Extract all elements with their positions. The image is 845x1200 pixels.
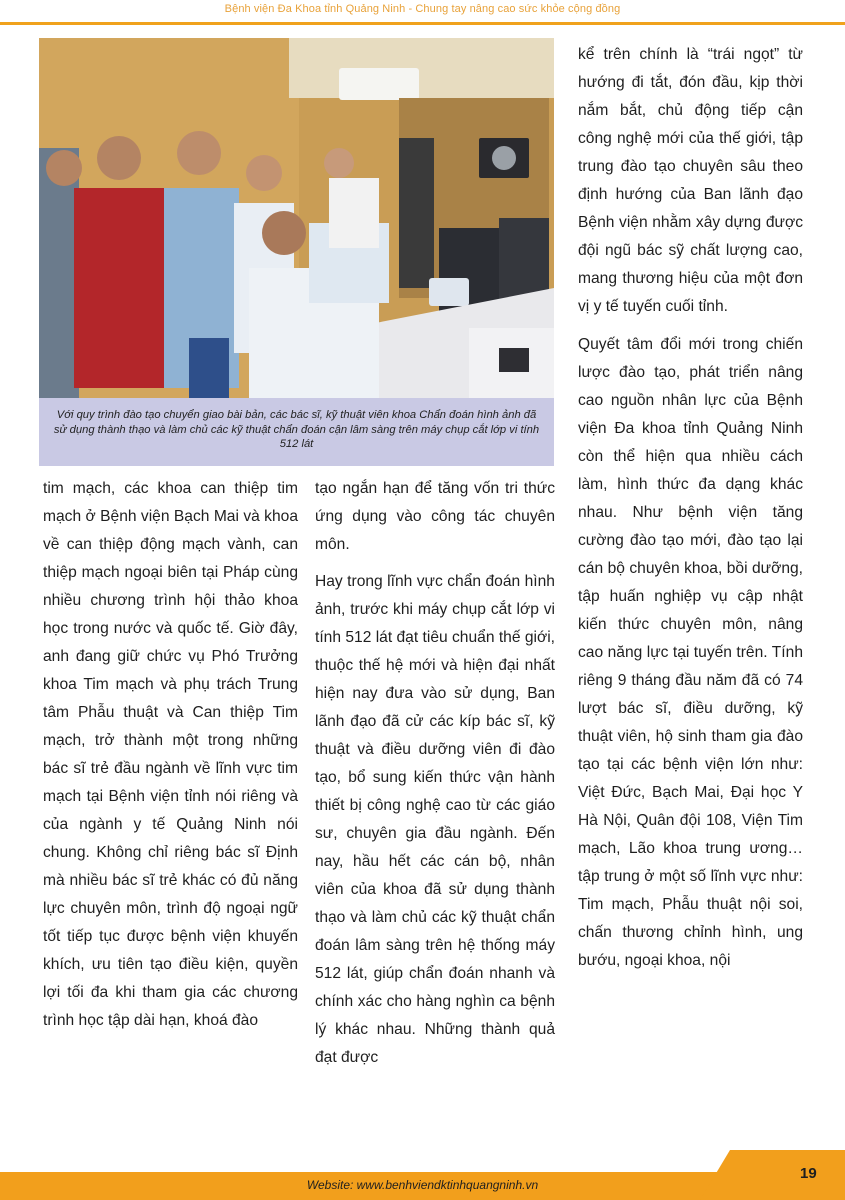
article-photo [39, 38, 554, 398]
footer-website: Website: www.benhviendktinhquangninh.vn [306, 1178, 539, 1192]
paragraph: Quyết tâm đổi mới trong chiến lược đào tạo, phát triển nâng cao nguồn nhân lực của Bệnh viện Đa khoa tỉnh Quảng Ninh còn thể hiện qua nhiều cách làm, hình thức đa dạng khác nhau. Như bệnh viện tăng cường đào tạo mới, đào tạo lại cán bộ chuyên khoa, bồi dưỡng, tập huấn nghiệp vụ cập nhật kiến thức chuyên môn, nâng cao năng lực tại tuyến trên. Tính riêng 9 tháng đầu năm đã có 74 lượt bác sĩ, điều dưỡng, kỹ thuật viên, hộ sinh tham gia đào tạo tại các bệnh viện lớn như: Việt Đức, Bạch Mai, Đại học Y Hà Nội, Quân đội 108, Viện Tim mạch, Lão khoa trung ương… tập trung ở một số lĩnh vực như: Tim mạch, Phẫu thuật nội soi, chấn thương chỉnh hình, ung bướu, ngoại khoa, nội [578, 336, 803, 969]
page-number-tab [700, 1150, 845, 1200]
paragraph: tạo ngắn hạn để tăng vốn tri thức ứng dụng vào công tác chuyên môn. [315, 480, 555, 553]
article-column-2 [315, 475, 555, 1072]
page-number: 19 [800, 1165, 817, 1182]
paragraph: kể trên chính là “trái ngọt” từ hướng đi tắt, đón đầu, kịp thời nắm bắt, chủ động tiếp cận công nghệ mới của thế giới, tập trung đào tạo chuyên sâu theo định hướng của Ban lãnh đạo Bệnh viện nhằm xây dựng được đội ngũ bác sỹ chất lượng cao, mang thương hiệu của một đơn vị y tế tuyến cuối tỉnh. [578, 46, 803, 315]
photo-illustration [39, 38, 554, 398]
article-column-1 [43, 475, 298, 1035]
paragraph: tim mạch, các khoa can thiệp tim mạch ở Bệnh viện Bạch Mai và khoa về can thiệp động mạch vành, can thiệp mạch ngoại biên tại Pháp cùng nhiều chương trình hội thảo khoa học trong nước và quốc tế. Giờ đây, anh đang giữ chức vụ Phó Trưởng khoa Tim mạch và phụ trách Trung tâm Phẫu thuật và Can thiệp Tim mạch, trở thành một trong những bác sĩ trẻ đầu ngành về lĩnh vực tim mạch tại Bệnh viện tỉnh nói riêng và của ngành y tế Quảng Ninh nói chung. Không chỉ riêng bác sĩ Định mà nhiều bác sĩ trẻ khác có đủ năng lực chuyên môn, trình độ ngoại ngữ tốt tiếp tục được bệnh viện khuyến khích, ưu tiên tạo điều kiện, quyền lợi tối đa khi tham gia các chương trình học tập dài hạn, khoá đào [43, 480, 298, 1029]
paragraph: Hay trong lĩnh vực chẩn đoán hình ảnh, trước khi máy chụp cắt lớp vi tính 512 lát đạt tiêu chuẩn thế giới, thuộc thế hệ mới và hiện đại nhất hiện nay đưa vào sử dụng, Ban lãnh đạo đã cử các kíp bác sĩ, kỹ thuật và điều dưỡng viên đi đào tạo, bổ sung kiến thức vận hành thiết bị công nghệ cao từ các giáo sư, chuyên gia đầu ngành. Đến nay, hầu hết các cán bộ, nhân viên của khoa đã sử dụng thành thạo và làm chủ các kỹ thuật chẩn đoán lâm sàng trên hệ thống máy 512 lát, giúp chẩn đoán nhanh và chính xác cho hàng nghìn ca bệnh lý khác nhau. Những thành quả đạt được [315, 573, 555, 1066]
running-header: Bệnh viện Đa Khoa tỉnh Quảng Ninh - Chung tay nâng cao sức khỏe cộng đồng [224, 3, 621, 15]
photo-caption: Với quy trình đào tạo chuyển giao bài bản, các bác sĩ, kỹ thuật viên khoa Chẩn đoán hình ảnh đã sử dụng thành thạo và làm chủ các kỹ thuật chẩn đoán cận lâm sàng trên máy chụp cắt lớp vi tính 512 lát [39, 398, 554, 466]
header-rule [0, 22, 845, 25]
article-column-3 [578, 41, 803, 975]
